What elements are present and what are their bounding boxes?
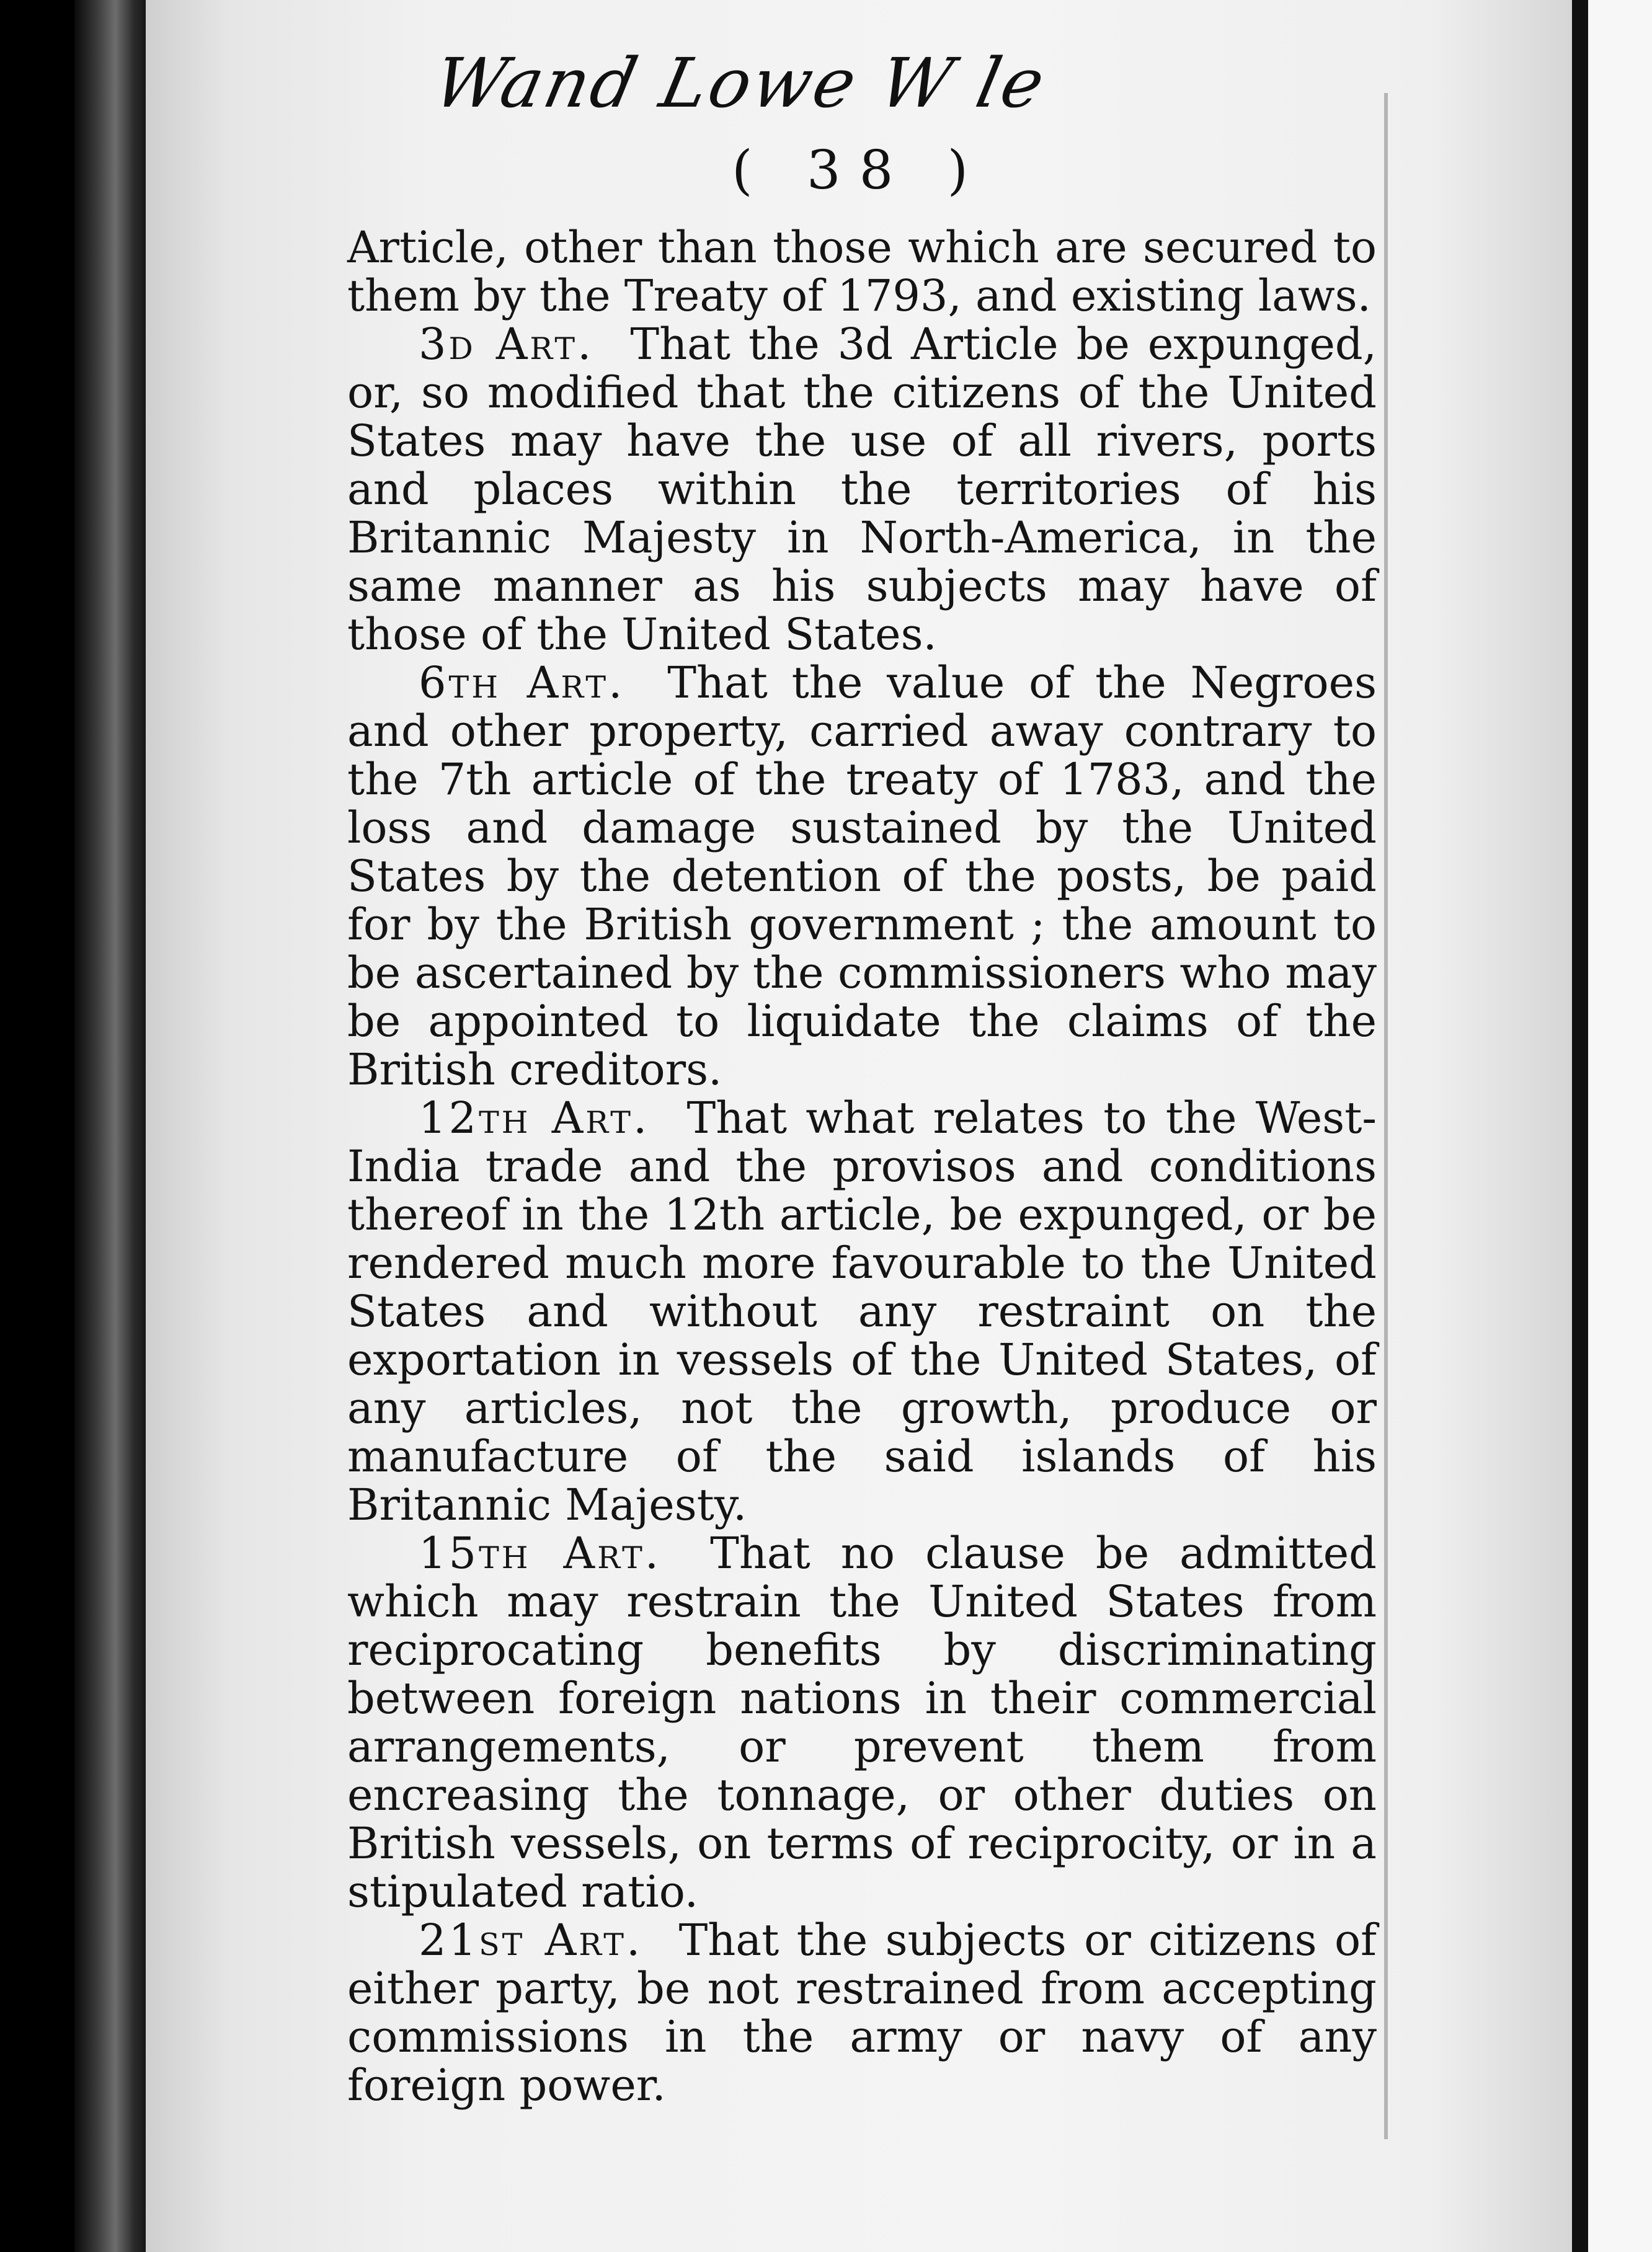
article-text: That the 3d Article be expunged, or, so modified that the citizens of the United States may have the use of all rivers, ports and places within the territories of his Britannic Majesty in North-America, in the same manner as his subjects may have of those of the United States. [347, 319, 1377, 660]
handwritten-annotation: Wand Lowe W le [427, 43, 1054, 123]
article-12-paragraph [347, 1094, 1377, 1529]
page-number: ( 38 ) [732, 140, 987, 202]
document-body [347, 223, 1377, 2109]
article-label: 6th Art. [419, 657, 625, 708]
article-label: 15th Art. [419, 1528, 662, 1579]
book-binding-edge [74, 0, 149, 2252]
article-6-paragraph [347, 658, 1377, 1094]
page-gutter-shadow [1572, 0, 1588, 2252]
article-label: 21st Art. [419, 1915, 643, 1966]
article-text: That the subjects or citizens of either party, be not restrained from accepting commissions in the army or navy of any foreign power. [347, 1915, 1377, 2111]
page-fold-line [1384, 93, 1388, 2139]
article-text: That what relates to the West-India trade and the provisos and conditions thereof in the 12th article, be expunged, or be rendered much more favourable to the United States and without any restraint on the exportation in vessels of the United States, of any articles, not the growth, produce or manufacture of the said islands of his Britannic Majesty. [347, 1093, 1377, 1530]
article-text: That no clause be admitted which may restrain the United States from reciprocating benefits by discriminating between foreign nations in their commercial arrangements, or prevent them from encreasing the tonnage, or other duties on British vessels, on terms of reciprocity, or in a stipulated ratio. [347, 1528, 1377, 1917]
adjacent-page-edge [1588, 0, 1652, 2252]
article-21-paragraph [347, 1916, 1377, 2109]
article-3-paragraph [347, 320, 1377, 658]
article-text: That the value of the Negroes and other property, carried away contrary to the 7th article of the treaty of 1783, and the loss and damage sustained by the United States by the detention of the posts, be paid for by the British government ; the amount to be ascertained by the commissioners who may be appointed to liquidate the claims of the British creditors. [347, 657, 1377, 1095]
article-label: 3d Art. [419, 319, 594, 370]
continuation-paragraph: Article, other than those which are secured to them by the Treaty of 1793, and existing laws. [347, 222, 1377, 321]
article-15-paragraph [347, 1529, 1377, 1916]
article-label: 12th Art. [419, 1093, 650, 1143]
